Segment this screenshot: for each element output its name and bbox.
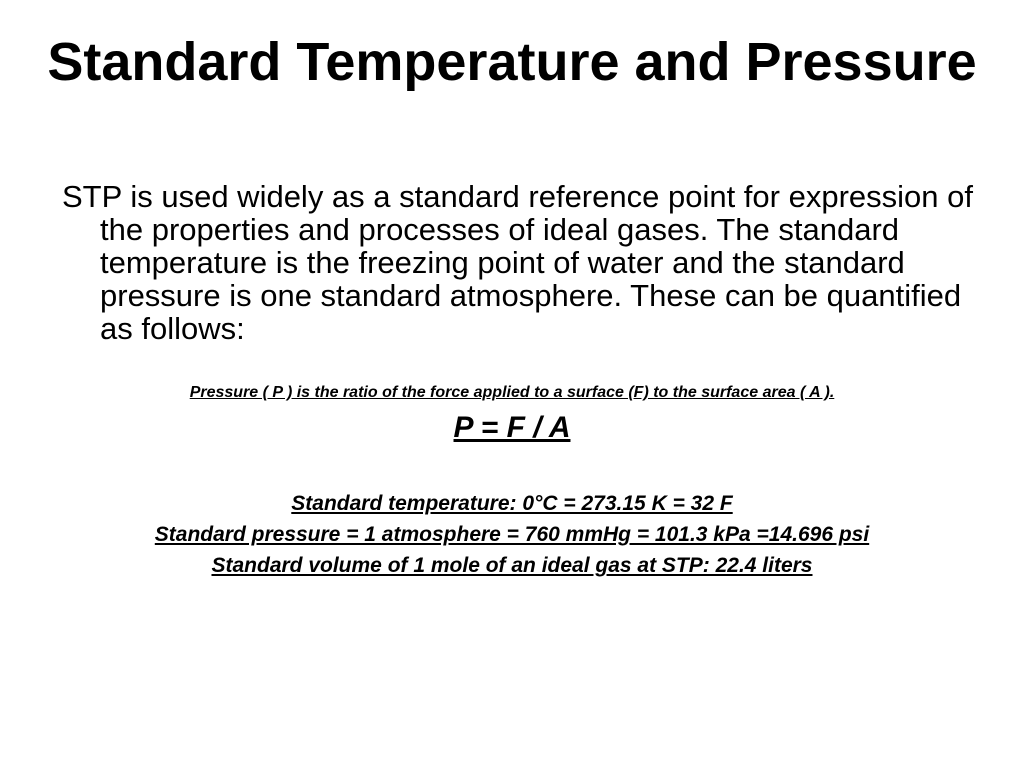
standard-pressure-line: Standard pressure = 1 atmosphere = 760 mmHg = 101.3 kPa =14.696 psi	[154, 523, 870, 546]
slide-title: Standard Temperature and Pressure	[47, 32, 977, 92]
pressure-definition: Pressure ( P ) is the ratio of the force applied to a surface (F) to the surface area ( A ).	[189, 384, 835, 401]
intro-paragraph: STP is used widely as a standard reference point for expression of the properties and processes of ideal gases. The standard temperature is the freezing point of water and the standard pressure is one standard atmosphere. These can be quantified as follows:	[62, 179, 973, 346]
standard-values-list	[0, 488, 1024, 581]
standard-volume-line: Standard volume of 1 mole of an ideal gas at STP: 22.4 liters	[211, 554, 813, 577]
pressure-formula: P = F / A	[453, 411, 571, 444]
standard-temperature-line: Standard temperature: 0°C = 273.15 K = 32 F	[291, 492, 733, 515]
